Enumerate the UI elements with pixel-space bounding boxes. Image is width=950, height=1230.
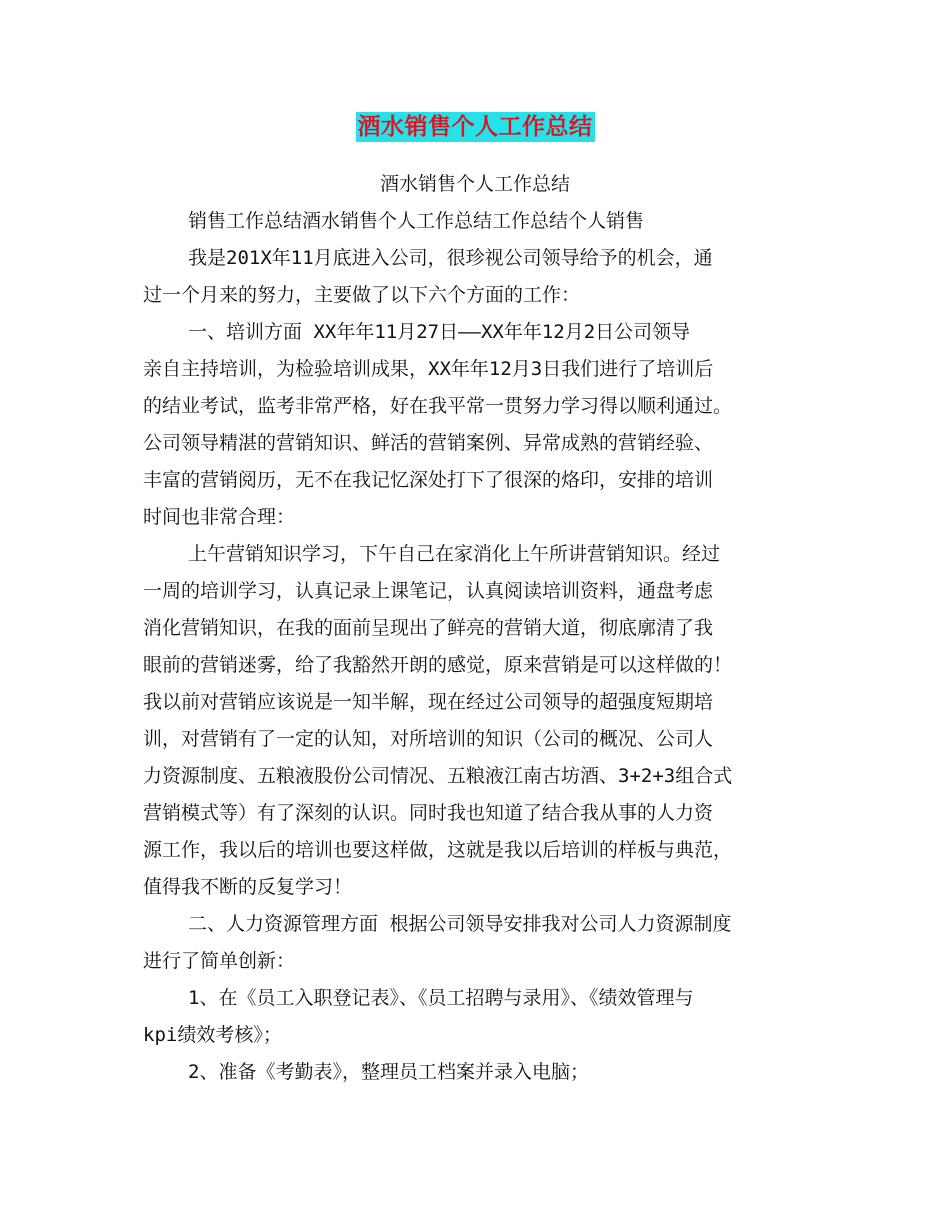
document-body [143, 166, 807, 1091]
text-line: 销售工作总结酒水销售个人工作总结工作总结个人销售 [188, 210, 645, 232]
text-line: 我是201X年11月底进入公司，很珍视公司领导给予的机会，通 [188, 247, 713, 269]
text-line: 我以前对营销应该说是一知半解，现在经过公司领导的超强度短期培 [143, 691, 714, 713]
text-line: 值得我不断的反复学习！ [143, 876, 353, 898]
text-line: 的结业考试，监考非常严格，好在我平常一贯努力学习得以顺利通过。 [143, 395, 733, 417]
text-line: kpi绩效考核》； [143, 1024, 282, 1046]
text-line: 丰富的营销阅历，无不在我记忆深处打下了很深的烙印，安排的培训 [143, 469, 714, 491]
text-line: 营销模式等）有了深刻的认识。同时我也知道了结合我从事的人力资 [143, 802, 714, 824]
text-line: 亲自主持培训，为检验培训成果，XX年年12月3日我们进行了培训后 [143, 358, 714, 380]
text-line: 训，对营销有了一定的认知，对所培训的知识（公司的概况、公司人 [143, 728, 714, 750]
text-line: 2、准备《考勤表》，整理员工档案并录入电脑； [188, 1061, 589, 1083]
text-line: 二、人力资源管理方面 根据公司领导安排我对公司人力资源制度 [188, 913, 732, 935]
text-line: 上午营销知识学习，下午自己在家消化上午所讲营销知识。经过 [188, 543, 721, 565]
text-line: 一周的培训学习，认真记录上课笔记，认真阅读培训资料，通盘考虑 [143, 580, 714, 602]
text-line: 时间也非常合理： [143, 506, 296, 528]
text-line: 公司领导精湛的营销知识、鲜活的营销案例、异常成熟的营销经验、 [143, 432, 714, 454]
text-line: 一、培训方面 XX年年11月27日——XX年年12月2日公司领导 [188, 321, 691, 343]
text-line: 源工作，我以后的培训也要这样做，这就是我以后培训的样板与典范， [143, 839, 733, 861]
text-line: 过一个月来的努力，主要做了以下六个方面的工作： [143, 284, 581, 306]
text-line: 1、在《员工入职登记表》、《员工招聘与录用》、《绩效管理与 [188, 987, 694, 1009]
text-line: 消化营销知识，在我的面前呈现出了鲜亮的营销大道，彻底廓清了我 [143, 617, 714, 639]
text-line: 力资源制度、五粮液股份公司情况、五粮液江南古坊酒、3+2+3组合式 [143, 765, 733, 787]
title-container [0, 112, 950, 142]
text-line: 进行了简单创新： [143, 950, 296, 972]
document-subtitle: 酒水销售个人工作总结 [379, 173, 570, 195]
document-title: 酒水销售个人工作总结 [357, 113, 593, 140]
text-line: 眼前的营销迷雾，给了我豁然开朗的感觉，原来营销是可以这样做的！ [143, 654, 733, 676]
